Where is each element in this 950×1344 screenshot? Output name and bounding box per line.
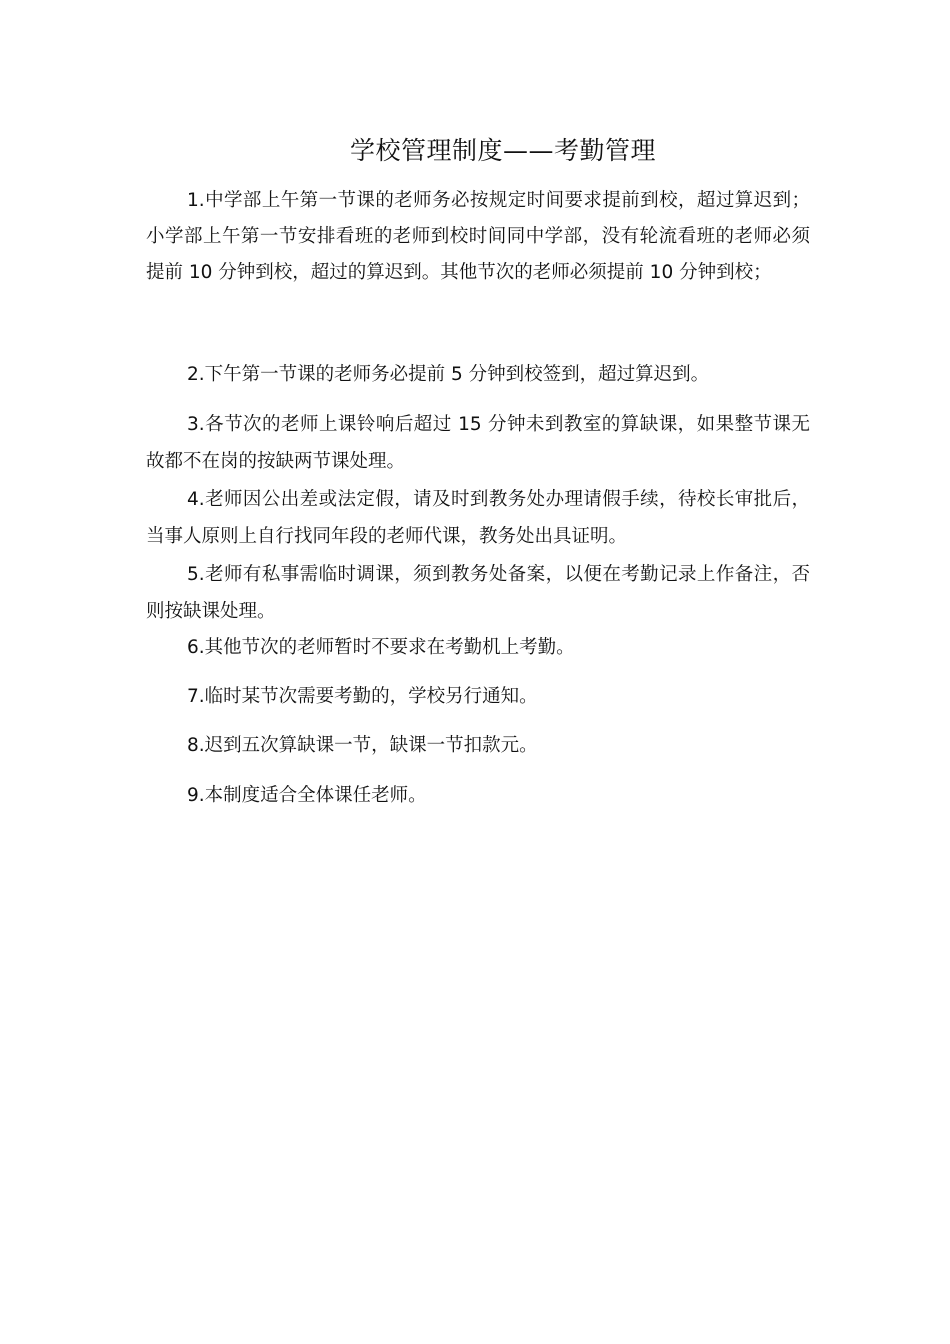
document-body-5 xyxy=(146,556,810,630)
rule-paragraph-5: 5.老师有私事需临时调课，须到教务处备案，以便在考勤记录上作备注，否则按缺课处理。 xyxy=(146,564,810,622)
document-body-8 xyxy=(146,728,810,764)
rule-paragraph-8: 8.迟到五次算缺课一节，缺课一节扣款元。 xyxy=(187,735,538,756)
rule-paragraph-7: 7.临时某节次需要考勤的，学校另行通知。 xyxy=(187,686,538,707)
document-body-3 xyxy=(146,406,810,480)
rule-paragraph-2: 2.下午第一节课的老师务必提前 5 分钟到校签到，超过算迟到。 xyxy=(187,364,710,385)
document-body-9 xyxy=(146,778,810,814)
document-body-4 xyxy=(146,481,810,555)
document-body-6 xyxy=(146,630,810,666)
rule-paragraph-9: 9.本制度适合全体课任老师。 xyxy=(187,785,427,806)
document-title: 学校管理制度——考勤管理 xyxy=(349,136,656,165)
document-body xyxy=(146,183,810,291)
rule-paragraph-6: 6.其他节次的老师暂时不要求在考勤机上考勤。 xyxy=(187,637,575,658)
rule-paragraph-3: 3.各节次的老师上课铃响后超过 15 分钟未到教室的算缺课，如果整节课无故都不在岗的按缺两节课处理。 xyxy=(146,414,810,472)
document-body-7 xyxy=(146,679,810,715)
rule-paragraph-4: 4.老师因公出差或法定假，请及时到教务处办理请假手续，待校长审批后，当事人原则上自行找同年段的老师代课，教务处出具证明。 xyxy=(146,489,810,547)
document-body-2 xyxy=(146,357,810,393)
rule-paragraph-1: 1.中学部上午第一节课的老师务必按规定时间要求提前到校，超过算迟到；小学部上午第一节安排看班的老师到校时间同中学部，没有轮流看班的老师必须提前 10 分钟到校，超过的算迟到。其他节次的老师必须提前 10 分钟到校； xyxy=(146,190,810,283)
